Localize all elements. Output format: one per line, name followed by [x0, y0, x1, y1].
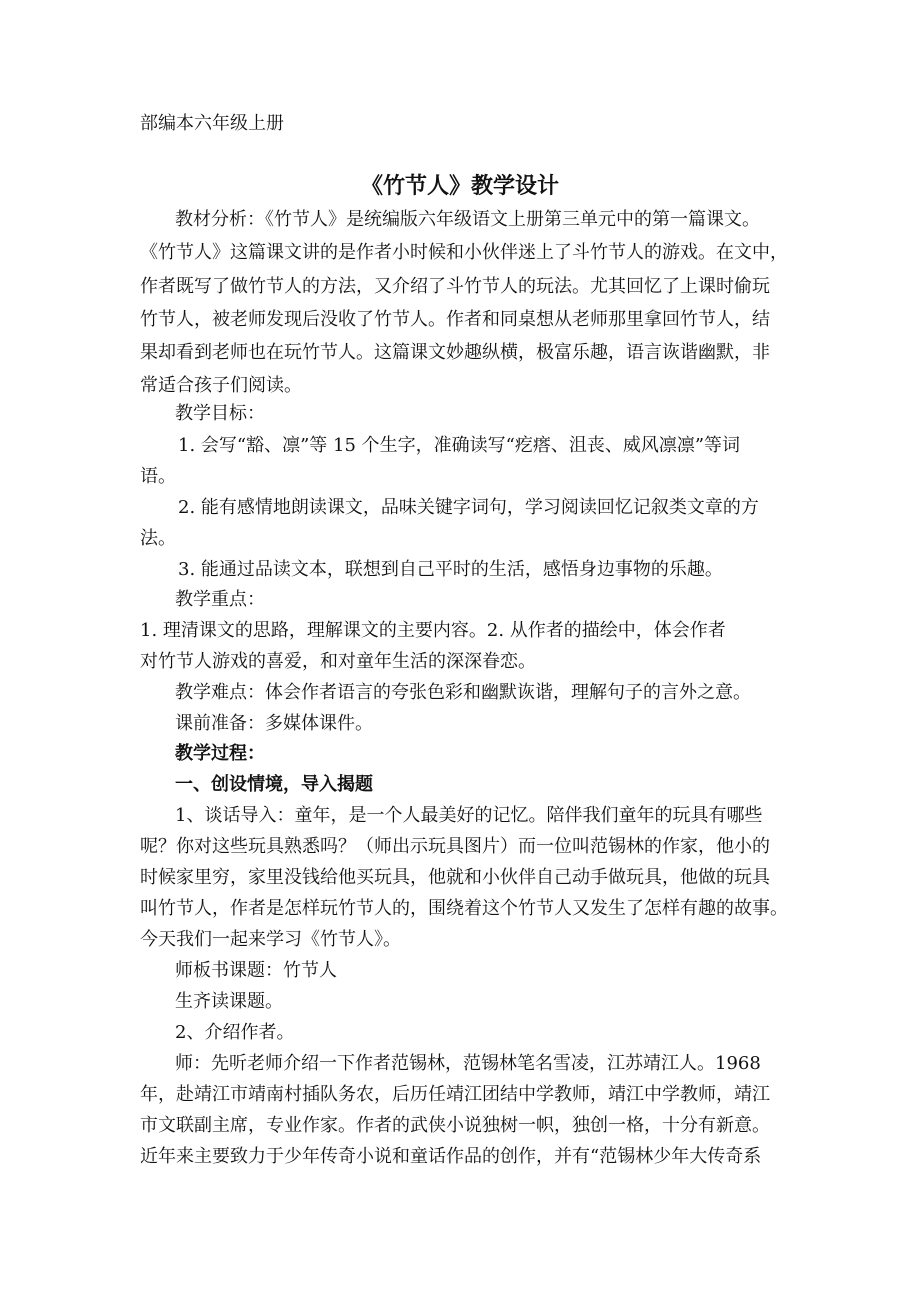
grade-label: 部编本六年级上册 — [140, 113, 284, 134]
intro-line: 1、谈话导入：童年，是一个人最美好的记忆。陪伴我们童年的玩具有哪些 — [175, 805, 763, 826]
intro-line: 今天我们一起来学习《竹节人》。 — [140, 929, 401, 950]
author-line: 年，赴靖江市靖南村插队务农，后历任靖江团结中学教师，靖江中学教师，靖江 — [140, 1084, 770, 1105]
focus-line: 1. 理清课文的思路，理解课文的主要内容。2. 从作者的描绘中，体会作者 — [140, 620, 726, 641]
intro-line: 时候家里穷，家里没钱给他买玩具，他就和小伙伴自己动手做玩具，他做的玩具 — [140, 867, 770, 888]
goal-item: 3. 能通过品读文本，联想到自己平时的生活，感悟身边事物的乐趣。 — [178, 559, 723, 580]
analysis-line: 教材分析：《竹节人》是统编版六年级语文上册第三单元中的第一篇课文。 — [175, 209, 760, 230]
author-line: 市文联副主席，专业作家。作者的武侠小说独树一帜，独创一格，十分有新意。 — [140, 1115, 770, 1136]
goal-item: 1. 会写“豁、凛”等 15 个生字，准确读写“疙瘩、沮丧、威风凛凛”等词 — [178, 435, 741, 456]
focus-line: 对竹节人游戏的喜爱，和对童年生活的深深眷恋。 — [140, 651, 536, 672]
author-line: 师：先听老师介绍一下作者范锡林，范锡林笔名雪凌，江苏靖江人。1968 — [175, 1053, 761, 1074]
document-title: 《竹节人》教学设计 — [360, 173, 559, 199]
board-line: 师板书课题：竹节人 — [175, 960, 337, 981]
analysis-line: 作者既写了做竹节人的方法，又介绍了斗竹节人的玩法。尤其回忆了上课时偷玩 — [140, 276, 770, 297]
focus-heading: 教学重点： — [175, 589, 265, 610]
prep-line: 课前准备：多媒体课件。 — [175, 713, 373, 734]
goals-heading: 教学目标： — [175, 403, 265, 424]
author-heading: 2、介绍作者。 — [175, 1022, 295, 1043]
goal-item: 2. 能有感情地朗读课文，品味关键字词句，学习阅读回忆记叙类文章的方 — [178, 497, 759, 518]
author-line: 近年来主要致力于少年传奇小说和童话作品的创作，并有“范锡林少年大传奇系 — [140, 1146, 762, 1167]
goal-item: 语。 — [140, 466, 176, 487]
intro-line: 叫竹节人，作者是怎样玩竹节人的，围绕着这个竹节人又发生了怎样有趣的故事。 — [140, 898, 788, 919]
read-line: 生齐读课题。 — [175, 991, 283, 1012]
process-heading: 教学过程： — [175, 743, 265, 764]
section-heading: 一、创设情境，导入揭题 — [175, 774, 373, 795]
difficulty-line: 教学难点：体会作者语言的夸张色彩和幽默诙谐，理解句子的言外之意。 — [175, 682, 751, 703]
intro-line: 呢？你对这些玩具熟悉吗？（师出示玩具图片）而一位叫范锡林的作家，他小的 — [140, 836, 770, 857]
analysis-line: 常适合孩子们阅读。 — [140, 375, 302, 396]
analysis-line: 竹节人，被老师发现后没收了竹节人。作者和同桌想从老师那里拿回竹节人，结 — [140, 309, 770, 330]
analysis-line: 《竹节人》这篇课文讲的是作者小时候和小伙伴迷上了斗竹节人的游戏。在文中， — [140, 242, 788, 263]
goal-item: 法。 — [140, 528, 176, 549]
analysis-line: 果却看到老师也在玩竹节人。这篇课文妙趣纵横，极富乐趣，语言诙谐幽默，非 — [140, 342, 770, 363]
